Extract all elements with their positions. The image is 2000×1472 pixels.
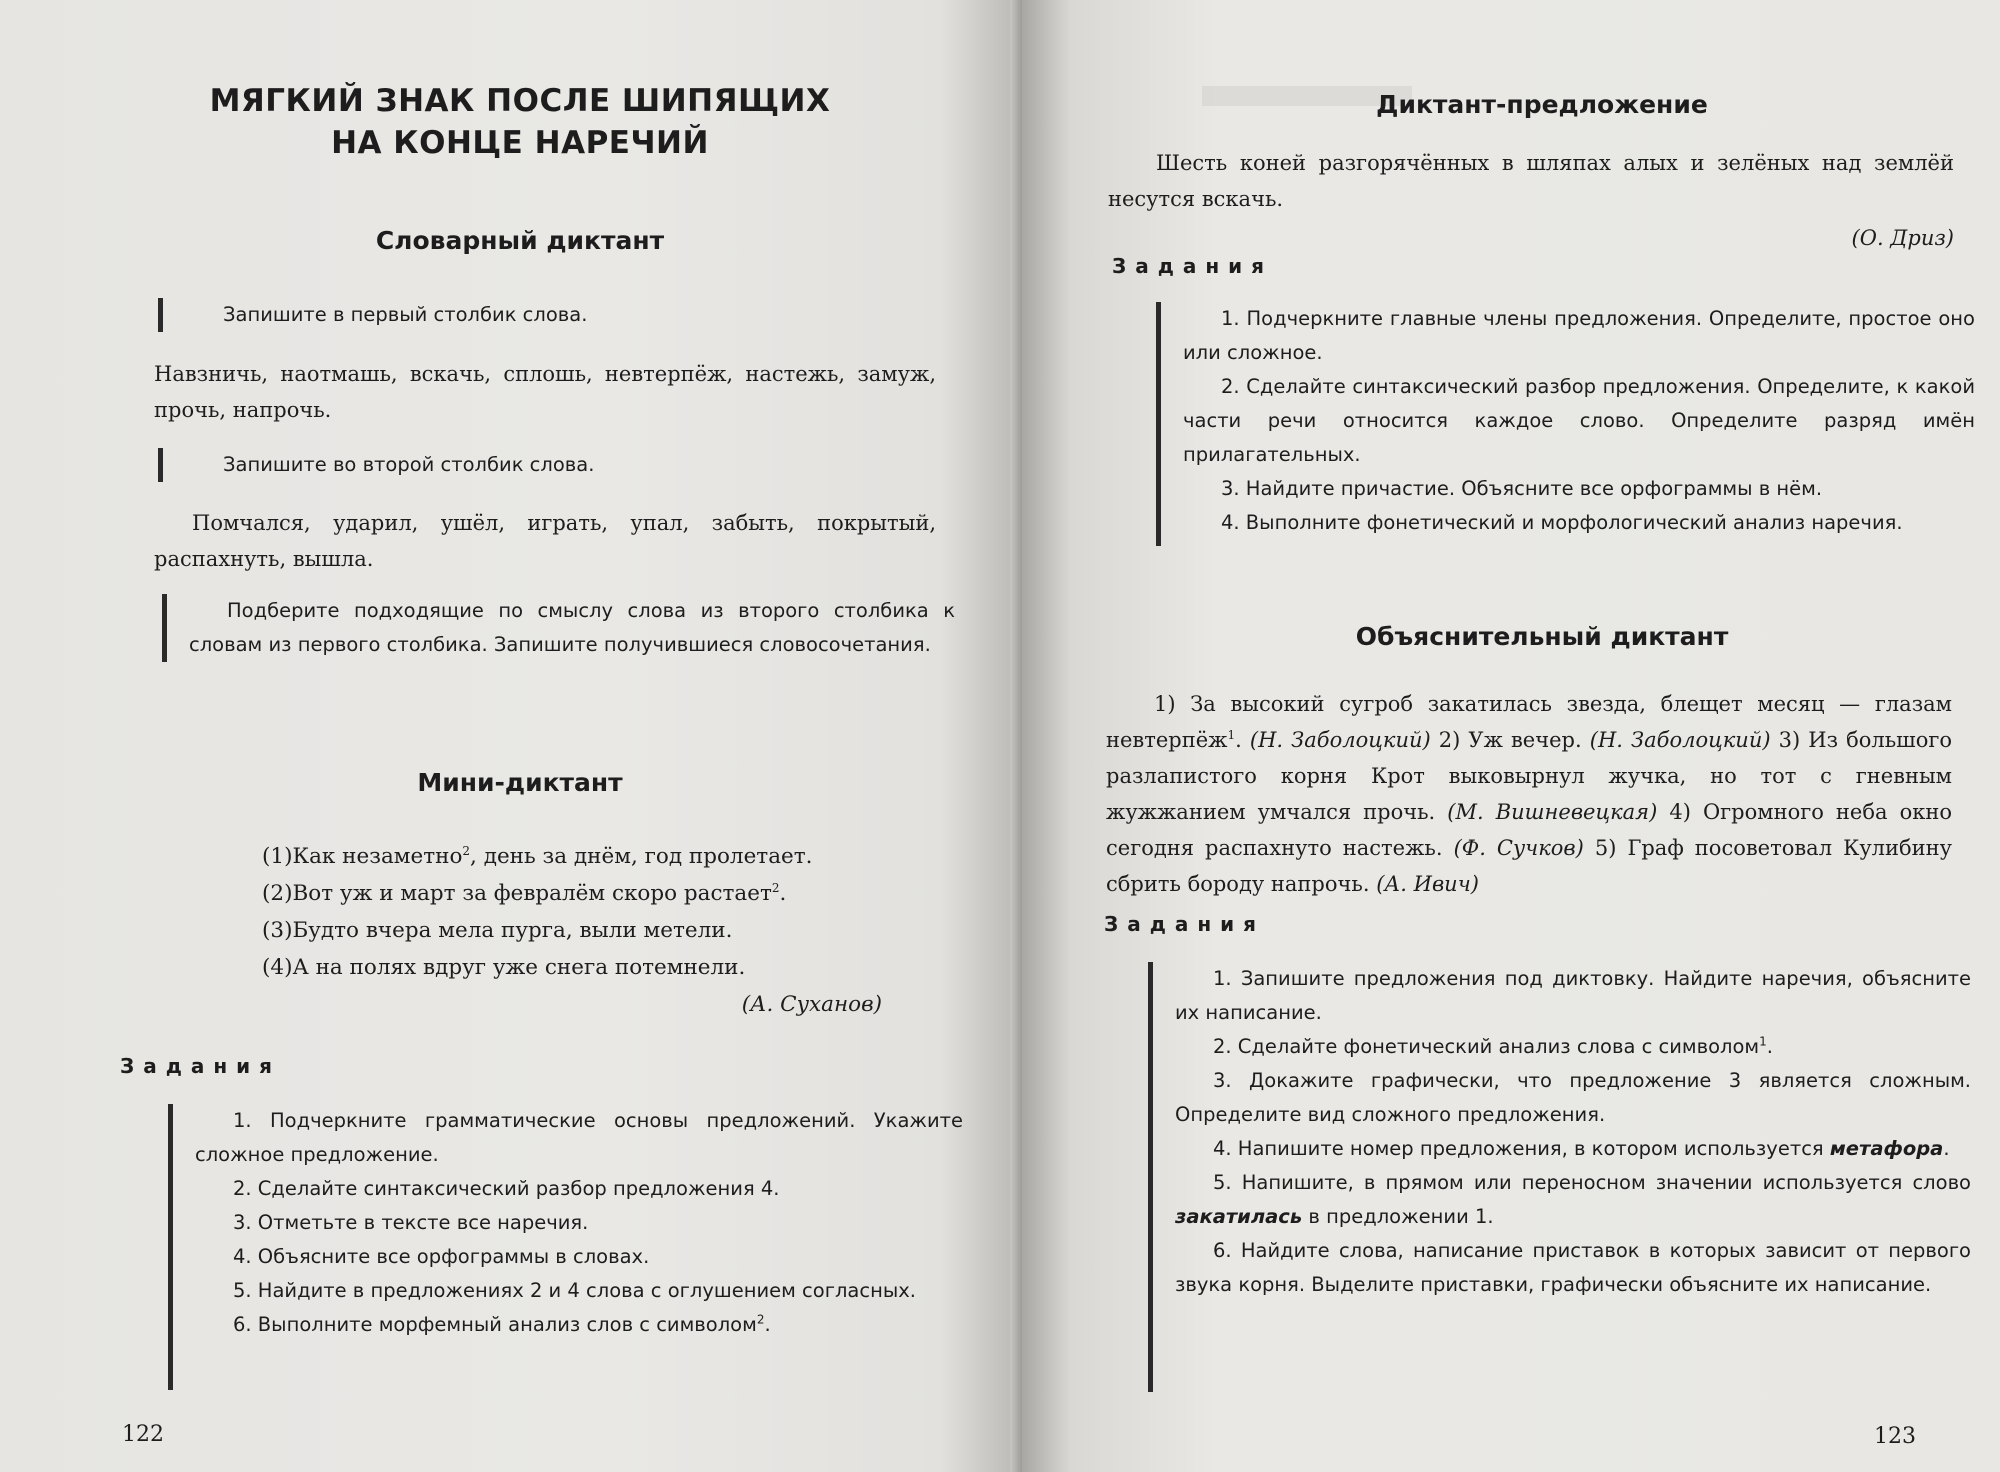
task-item: 4. Объясните все орфограммы в словах. <box>233 1245 650 1268</box>
tasks-heading-right-2: Задания <box>1104 912 1266 936</box>
task-item: 2. Сделайте фонетический анализ слова с символом$^1$. <box>1213 1034 1773 1058</box>
page-number-left: 122 <box>122 1422 164 1447</box>
instruction-2-text: Запишите во второй столбик слова. <box>223 453 595 476</box>
task-item: 1. Запишите предложения под диктовку. Найдите наречия, объясните их написание. <box>1175 967 1971 1024</box>
poem-line-2: (2)Вот уж и март за февралём скоро растает$^2$. <box>262 880 787 906</box>
task-item: 1. Подчеркните грамматические основы предложений. Укажите сложное предложение. <box>195 1109 963 1166</box>
poem <box>262 838 882 1023</box>
dictant-pred-text: Шесть коней разгорячённых в шляпах алых и зелёных над землёй несутся вскачь. <box>1108 151 1954 211</box>
task-item: 4. Выполните фонетический и морфологический анализ наречия. <box>1221 511 1903 534</box>
task-list-right-2 <box>1148 962 1971 1392</box>
dictant-pred-author: (О. Дриз) <box>1851 226 1954 250</box>
words-list-2: Помчался, ударил, ушёл, играть, упал, забыть, покрытый, распахнуть, вышла. <box>154 511 936 571</box>
task-item: 2. Сделайте синтаксический разбор предложения. Определите, к какой части речи относится каждое слово. Определите разряд имён прилагательных. <box>1183 375 1975 466</box>
tasks-heading-left: Задания <box>120 1054 282 1078</box>
task-item: 4. Напишите номер предложения, в котором используется метафора. <box>1213 1137 1950 1160</box>
task-item: 6. Найдите слова, написание приставок в которых зависит от первого звука корня. Выделите приставки, графически объясните их написание. <box>1175 1239 1971 1296</box>
task-item: 5. Напишите, в прямом или переносном значении используется слово закатилась в предложении 1. <box>1175 1171 1971 1228</box>
task-item: 3. Докажите графически, что предложение 3 является сложным. Определите вид сложного предложения. <box>1175 1069 1971 1126</box>
right-page <box>1022 0 2000 1472</box>
mini-heading: Мини-диктант <box>417 768 623 797</box>
page-number-right: 123 <box>1874 1424 1916 1449</box>
page-title-line1: МЯГКИЙ ЗНАК ПОСЛЕ ШИПЯЩИХ <box>209 83 831 119</box>
task-item: 2. Сделайте синтаксический разбор предложения 4. <box>233 1177 780 1200</box>
obyasn-text: 1) За высокий сугроб закатилась звезда, блещет месяц — глазам невтерпёж$^1$. (Н. Заболоцкий) 2) Уж вечер. (Н. Заболоцкий) 3) Из большого разлапистого корня Крот выковырнул жучка, но тот с гневным жужжанием умчался прочь. (М. Вишневецкая) 4) Огромного неба окно сегодня распахнуто настежь. (Ф. Сучков) 5) Граф посоветовал Кулибину сбрить бороду напрочь. (А. Ивич) <box>1106 692 1953 896</box>
poem-line-4: (4)А на полях вдруг уже снега потемнели. <box>262 955 746 980</box>
instruction-1 <box>158 298 1003 332</box>
poem-line-3: (3)Будто вчера мела пурга, выли метели. <box>262 918 733 943</box>
task-list-right-1 <box>1156 302 1975 546</box>
page-title-line2: НА КОНЦЕ НАРЕЧИЙ <box>331 125 709 161</box>
task-item: 3. Отметьте в тексте все наречия. <box>233 1211 589 1234</box>
slovarny-heading: Словарный диктант <box>375 226 665 255</box>
task-item: 6. Выполните морфемный анализ слов с символом$^2$. <box>233 1312 771 1336</box>
instruction-1-text: Запишите в первый столбик слова. <box>223 303 588 326</box>
task-list-left <box>168 1104 963 1390</box>
task-item: 3. Найдите причастие. Объясните все орфограммы в нём. <box>1221 477 1823 500</box>
dictant-pred-heading: Диктант-предложение <box>1376 90 1708 119</box>
task-item: 1. Подчеркните главные члены предложения. Определите, простое оно или сложное. <box>1183 307 1975 364</box>
words-list-1: Навзничь, наотмашь, вскачь, сплошь, невтерпёж, настежь, замуж, прочь, напрочь. <box>154 362 936 422</box>
poem-line-1: (1)Как незаметно$^2$, день за днём, год пролетает. <box>262 843 813 869</box>
obyasn-heading: Объяснительный диктант <box>1355 622 1729 651</box>
instruction-3: Подберите подходящие по смыслу слова из второго столбика к словам из первого столбика. Запишите получившиеся словосочетания. <box>162 594 955 662</box>
page-title <box>120 80 920 164</box>
poem-author: (А. Суханов) <box>741 992 882 1017</box>
instruction-2 <box>158 448 1003 482</box>
tasks-heading-right-1: Задания <box>1112 254 1274 278</box>
task-item: 5. Найдите в предложениях 2 и 4 слова с оглушением согласных. <box>233 1279 916 1302</box>
